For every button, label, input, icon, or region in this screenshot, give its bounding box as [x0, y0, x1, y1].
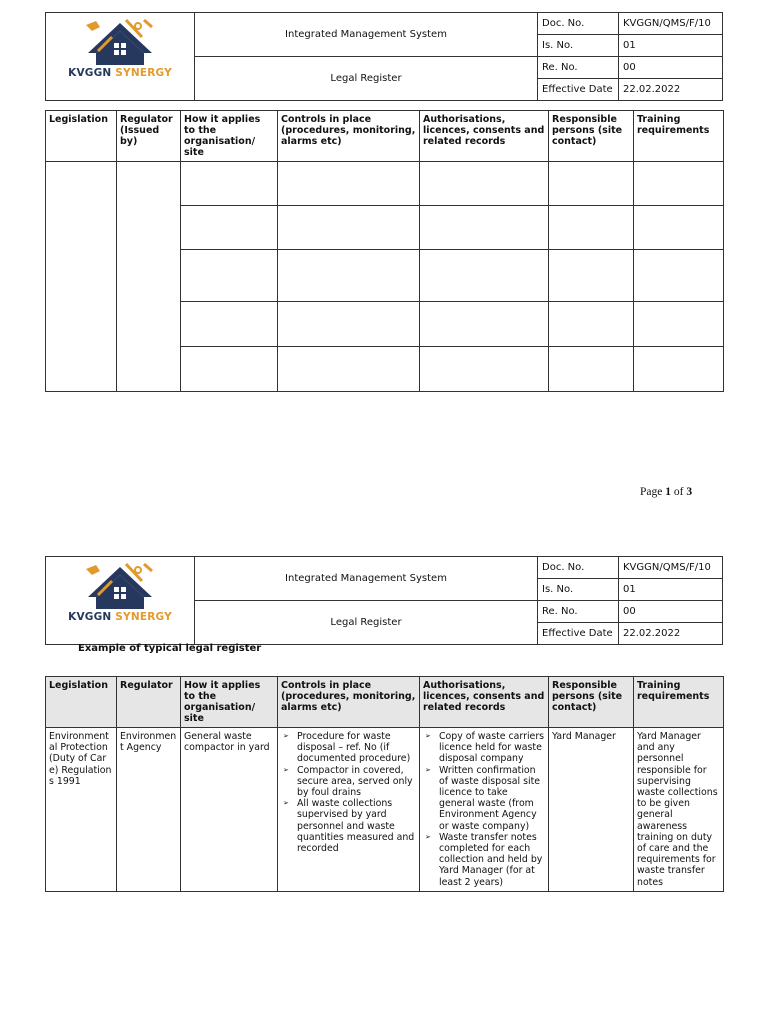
table-cell[interactable] — [549, 347, 634, 392]
col-legislation: Legislation — [46, 677, 117, 728]
legal-register-table — [45, 110, 724, 392]
controls-list — [281, 731, 416, 854]
house-tools-icon — [82, 561, 158, 611]
table-cell[interactable] — [278, 206, 420, 250]
legislation-cell: Environmental Protection (Duty of Care) Regulations 1991 — [46, 728, 117, 892]
document-title: Legal Register — [195, 57, 538, 101]
table-cell[interactable] — [278, 347, 420, 392]
col-authorisations: Authorisations, licences, consents and related records — [420, 677, 549, 728]
regulator-cell[interactable] — [117, 162, 181, 392]
col-controls: Controls in place (procedures, monitoring, alarms etc) — [278, 111, 420, 162]
table-cell[interactable] — [634, 206, 724, 250]
table-cell[interactable] — [420, 250, 549, 302]
document-header — [45, 12, 723, 101]
logo-cell — [46, 13, 195, 101]
col-applies: How it applies to the organisation/ site — [181, 677, 278, 728]
example-register-table — [45, 676, 724, 892]
doc-no-label: Doc. No. — [538, 557, 619, 579]
table-row — [46, 728, 724, 892]
effective-date-label: Effective Date — [538, 623, 619, 645]
list-item: ➢ Compactor in covered, secure area, served only by foul drains — [297, 765, 416, 799]
table-cell[interactable] — [549, 250, 634, 302]
regulator-cell: Environment Agency — [117, 728, 181, 892]
col-regulator: Regulator — [117, 677, 181, 728]
authorisations-cell — [420, 728, 549, 892]
applies-cell: General waste compactor in yard — [181, 728, 278, 892]
list-item: ➢ Procedure for waste disposal – ref. No (if documented procedure) — [297, 731, 416, 765]
list-item: ➢ Written confirmation of waste disposal site licence to take general waste (from Environment Agency or waste company) — [439, 765, 545, 832]
issue-no-label: Is. No. — [538, 579, 619, 601]
revision-no-label: Re. No. — [538, 57, 619, 79]
table-cell[interactable] — [549, 206, 634, 250]
doc-no-label: Doc. No. — [538, 13, 619, 35]
revision-no-value: 00 — [619, 601, 723, 623]
table-cell[interactable] — [634, 302, 724, 347]
issue-no-value: 01 — [619, 35, 723, 57]
example-title: Example of typical legal register — [78, 643, 262, 654]
document-title: Legal Register — [195, 601, 538, 645]
training-cell: Yard Manager and any personnel responsible for supervising waste collections to be given general awareness training on duty of care and the requirements for waste transfer notes — [634, 728, 724, 892]
house-tools-icon — [82, 17, 158, 67]
col-legislation: Legislation — [46, 111, 117, 162]
system-title: Integrated Management System — [195, 557, 538, 601]
table-cell[interactable] — [181, 162, 278, 206]
col-regulator: Regulator (Issued by) — [117, 111, 181, 162]
col-training: Training requirements — [634, 111, 724, 162]
table-cell[interactable] — [278, 302, 420, 347]
revision-no-value: 00 — [619, 57, 723, 79]
responsible-cell: Yard Manager — [549, 728, 634, 892]
issue-no-label: Is. No. — [538, 35, 619, 57]
col-applies: How it applies to the organisation/ site — [181, 111, 278, 162]
controls-cell — [278, 728, 420, 892]
effective-date-value: 22.02.2022 — [619, 623, 723, 645]
list-item: ➢ All waste collections supervised by yard personnel and waste quantities measured and recorded — [297, 798, 416, 854]
logo-text-secondary: SYNERGY — [115, 611, 172, 623]
doc-no-value: KVGGN/QMS/F/10 — [619, 13, 723, 35]
company-logo — [46, 13, 194, 84]
logo-text-primary: KVGGN — [68, 611, 112, 623]
issue-no-value: 01 — [619, 579, 723, 601]
logo-cell — [46, 557, 195, 645]
authorisations-list — [423, 731, 545, 888]
page-total: 3 — [686, 486, 693, 498]
doc-no-value: KVGGN/QMS/F/10 — [619, 557, 723, 579]
table-cell[interactable] — [278, 162, 420, 206]
page-current: 1 — [665, 486, 671, 498]
table-cell[interactable] — [278, 250, 420, 302]
table-cell[interactable] — [420, 206, 549, 250]
table-cell[interactable] — [181, 206, 278, 250]
revision-no-label: Re. No. — [538, 601, 619, 623]
col-controls: Controls in place (procedures, monitoring, alarms etc) — [278, 677, 420, 728]
effective-date-value: 22.02.2022 — [619, 79, 723, 101]
table-cell[interactable] — [181, 347, 278, 392]
table-cell[interactable] — [549, 162, 634, 206]
table-cell[interactable] — [634, 250, 724, 302]
table-cell[interactable] — [181, 250, 278, 302]
table-cell[interactable] — [420, 302, 549, 347]
col-authorisations: Authorisations, licences, consents and related records — [420, 111, 549, 162]
list-item: ➢ Waste transfer notes completed for each collection and held by Yard Manager (for at least 2 years) — [439, 832, 545, 888]
list-item: ➢ Copy of waste carriers licence held for waste disposal company — [439, 731, 545, 765]
table-cell[interactable] — [634, 347, 724, 392]
table-cell[interactable] — [420, 347, 549, 392]
col-training: Training requirements — [634, 677, 724, 728]
logo-text-secondary: SYNERGY — [115, 67, 172, 79]
table-cell[interactable] — [549, 302, 634, 347]
company-logo — [46, 557, 194, 628]
system-title: Integrated Management System — [195, 13, 538, 57]
legislation-cell[interactable] — [46, 162, 117, 392]
table-row — [46, 162, 724, 206]
table-header-row — [46, 111, 724, 162]
table-cell[interactable] — [181, 302, 278, 347]
col-responsible: Responsible persons (site contact) — [549, 677, 634, 728]
logo-text-primary: KVGGN — [68, 67, 112, 79]
table-cell[interactable] — [634, 162, 724, 206]
effective-date-label: Effective Date — [538, 79, 619, 101]
document-header — [45, 556, 723, 645]
table-header-row — [46, 677, 724, 728]
table-cell[interactable] — [420, 162, 549, 206]
page-number: Page 1 of 3 — [640, 486, 693, 498]
col-responsible: Responsible persons (site contact) — [549, 111, 634, 162]
